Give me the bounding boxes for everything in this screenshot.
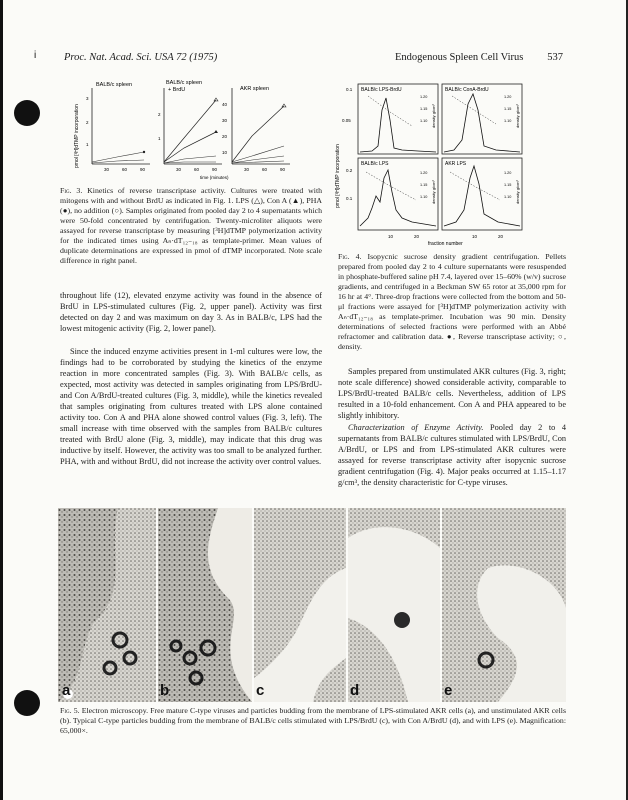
fig3-caption	[60, 186, 322, 266]
fig3-middle-ytick: 2	[158, 112, 161, 117]
fig3-right-xtick: 90	[280, 167, 286, 172]
right-paragraph-1: Samples prepared from unstimulated AKR cultures (Fig. 3, right; note scale difference) showed considerable activity, comparable to LPS/BrdU-treated BALB/c cells. Nevertheless, addition of LPS resulted in a 10-fold enhancement. Con A and PHA appeared to be slightly inhibitory.	[338, 367, 566, 420]
fig3-right-ytick: 20	[222, 134, 228, 139]
fig4-panel-title: AKR LPS	[445, 161, 467, 167]
fig3-caption-text: Kinetics of reverse transcriptase activity. Cultures were treated with mitogens with and without BrdU as indicated in Fig. 1. LPS (△), Con A (▲), PHA (●), no addition (○). Samples originated from pooled day 2 to 4 supernatants which were 50-fold concentrated by centrifugation. Twenty-microliter aliquots were assayed for reverse transcriptase by measuring [³H]dTMP polymerization activity for the indicated times using Aₙ·dT₁₂₋₁₈ as template-primer. Mean values of duplicate determinations are expressed in pmol of dTMP incorporated. Note scale difference in right panel.	[60, 186, 323, 265]
fig3-left-ytick: 1	[86, 142, 89, 147]
fig3-right-xtick: 60	[262, 167, 268, 172]
fig3-right-ytick: 40	[222, 102, 228, 107]
fig3-left-ytick: 3	[86, 96, 89, 101]
fig3-panel-left	[86, 82, 150, 172]
fig4-panel-title: BALB/c LPS	[361, 161, 389, 167]
fig3-left-ytick: 2	[86, 120, 89, 125]
fig4-xtick: 20	[498, 234, 504, 239]
fig4-xtick: 20	[414, 234, 420, 239]
em-label-b: b	[160, 682, 170, 699]
em-label-e: e	[444, 682, 453, 699]
fig4-density-tick: 1.15	[420, 183, 428, 187]
fig4-caption-text: Isopycnic sucrose density gradient centrifugation. Pellets prepared from pooled day 2 to 4 culture supernatants were resuspended in phosphate-buffered saline pH 7.4, layered over 15–60% (w/v) sucrose gradients, and centrifuged in a Beckman SW 65 rotor at 35,000 rpm for 16 hr at 4°. Three-drop fractions were collected from the bottom and 50-μl fractions were assayed for [³H]dTMP polymerization activity with Aₙ·dT₁₂₋₁₈ as template-primer. Incubation was 90 min. Density determinations of selected fractions were performed with an Abbé refractomer and calibration data. ●, Reverse transcriptase activity; ○, density.	[338, 252, 567, 351]
fig4-ytick: 0.1	[346, 196, 353, 201]
fig3-middle-title: BALB/c spleen	[166, 80, 203, 86]
fig4-xtick: 10	[388, 234, 394, 239]
fig3-middle-xtick: 30	[176, 167, 182, 172]
fig5-caption-lead: Fig. 5.	[60, 706, 80, 715]
fig4-density-tick: 1.20	[420, 95, 428, 99]
margin-mark: i	[34, 50, 37, 61]
fig4-density-ylabel: density g/cm³	[431, 180, 436, 204]
figure-3-kinetics	[72, 76, 312, 182]
fig3-left-title: BALB/c spleen	[96, 82, 133, 88]
left-paragraph-2: Since the induced enzyme activities present in 1-ml cultures were low, the findings had to be corroborated by studying the kinetics of the enzyme reaction in more concentrated samples (Fig. 3). With BALB/c cells, as expected, most activity was detected in samples originating from LPS/BrdU- and Con A/BrdU-treated cultures (Fig. 3, middle), while the kinetics revealed that samples originating from cultures treated with LPS alone contained activity too. Con A and PHA alone showed control values (Fig. 3, left). The small increase with time observed with the samples from BALB/c cultures treated with BrdU alone (Fig. 3, middle), may indicate that this drug was inductive by itself. However, the activity was too small to be analyzed further. PHA, with and without BrdU, did not increase the activity over control values.	[60, 347, 322, 466]
fig4-density-tick: 1.20	[420, 171, 428, 175]
em-label-c: c	[256, 682, 265, 699]
punch-hole-top	[14, 100, 40, 126]
fig4-density-tick: 1.15	[504, 107, 512, 111]
fig4-ytick: 0.1	[346, 87, 353, 92]
page-number: 537	[547, 52, 563, 63]
em-panel-a	[58, 508, 156, 702]
fig3-middle-xtick: 90	[212, 167, 218, 172]
fig4-density-tick: 1.10	[420, 195, 428, 199]
fig3-xlabel: time (minutes)	[200, 175, 229, 180]
fig4-density-tick: 1.10	[504, 195, 512, 199]
fig4-xlabel: fraction number	[428, 241, 463, 247]
em-panel-c	[254, 508, 346, 702]
fig4-density-tick: 1.15	[504, 183, 512, 187]
fig4-panel-frame	[358, 158, 438, 230]
journal-citation: Proc. Nat. Acad. Sci. USA 72 (1975)	[64, 52, 218, 63]
fig4-xtick: 10	[472, 234, 478, 239]
fig3-left-xtick: 60	[122, 167, 128, 172]
fig4-density-tick: 1.10	[504, 119, 512, 123]
fig3-right-xtick: 30	[244, 167, 250, 172]
em-label-d: d	[350, 682, 360, 699]
fig3-caption-lead: Fig. 3.	[60, 186, 83, 195]
fig5-caption	[60, 706, 566, 736]
fig4-panel-title: BALB/c LPS-BrdU	[361, 87, 402, 93]
em-label-a: a	[62, 682, 71, 699]
fig3-left-xtick: 30	[104, 167, 110, 172]
fig4-panel-frame	[442, 158, 522, 230]
fig4-caption-lead: Fig. 4.	[338, 252, 362, 261]
fig5-caption-text: Electron microscopy. Free mature C-type viruses and particles budding from the membrane of LPS-stimulated AKR cells (a), and unstimulated AKR cells (b). Typical C-type particles budding from the membrane of BALB/c cells stimulated with LPS/BrdU (c), with Con A/BrdU (d), and with LPS (e). Magnification: 65,000×.	[60, 706, 567, 735]
fig3-right-ytick: 30	[222, 118, 228, 123]
fig4-density-ylabel: density g/cm³	[515, 180, 520, 204]
fig4-density-ylabel: density g/cm³	[515, 104, 520, 128]
em-panel-d	[348, 508, 440, 702]
fig4-panel-title: BALB/c ConA-BrdU	[445, 87, 489, 93]
running-title: Endogenous Spleen Cell Virus	[395, 52, 524, 63]
fig3-middle-subtitle: + BrdU	[168, 87, 186, 93]
right-paragraph-2	[338, 422, 566, 488]
fig3-panel-right	[222, 86, 290, 172]
em-panels	[58, 508, 566, 702]
punch-hole-bottom	[14, 690, 40, 716]
fig4-density-tick: 1.20	[504, 95, 512, 99]
fig4-density-tick: 1.15	[420, 107, 428, 111]
em-panel-b	[158, 508, 252, 702]
fig4-ytick: 0.2	[346, 168, 353, 173]
left-paragraph-1: throughout life (12), elevated enzyme activity was found in the absence of BrdU in LPS-stimulated cultures (Fig. 2, upper panel). Activity was first detected on day 2 and was maximum on day 3. As in BALB/c, LPS had the lowest mitogenic activity (Fig. 2, lower panel).	[60, 291, 322, 333]
fig4-density-tick: 1.10	[420, 119, 428, 123]
fig3-left-xtick: 90	[140, 167, 146, 172]
fig4-caption	[338, 252, 566, 352]
fig3-panel-middle	[158, 80, 222, 172]
figure-5-micrographs	[58, 508, 566, 702]
fig3-middle-ytick: 1	[158, 136, 161, 141]
right-paragraph-2-text: Pooled day 2 to 4 supernatants from BALB/c cultures stimulated with LPS/BrdU, Con A/BrdU, or LPS and from LPS-stimulated AKR cultures were assayed for reverse transcriptase activity after isopycnic sucrose gradient centrifugation (Fig. 4). Major peaks occurred at 1.15–1.17 g/cm³, the density characteristic for C-type viruses.	[338, 423, 567, 487]
fig3-right-ytick: 10	[222, 150, 228, 155]
em-panel-e	[442, 508, 566, 702]
figure-4-density-gradients	[332, 80, 562, 248]
section-heading: Characterization of Enzyme Activity.	[348, 423, 484, 432]
fig4-ytick: 0.05	[342, 118, 351, 123]
fig3-ylabel: pmol [³H]dTMP incorporation	[74, 104, 80, 168]
fig4-ylabel: pmol [³H]dTMP incorporation	[335, 144, 341, 208]
fig4-density-tick: 1.20	[504, 171, 512, 175]
fig4-density-ylabel: density g/cm³	[431, 104, 436, 128]
fig3-middle-xtick: 60	[194, 167, 200, 172]
fig3-right-title: AKR spleen	[240, 86, 270, 92]
